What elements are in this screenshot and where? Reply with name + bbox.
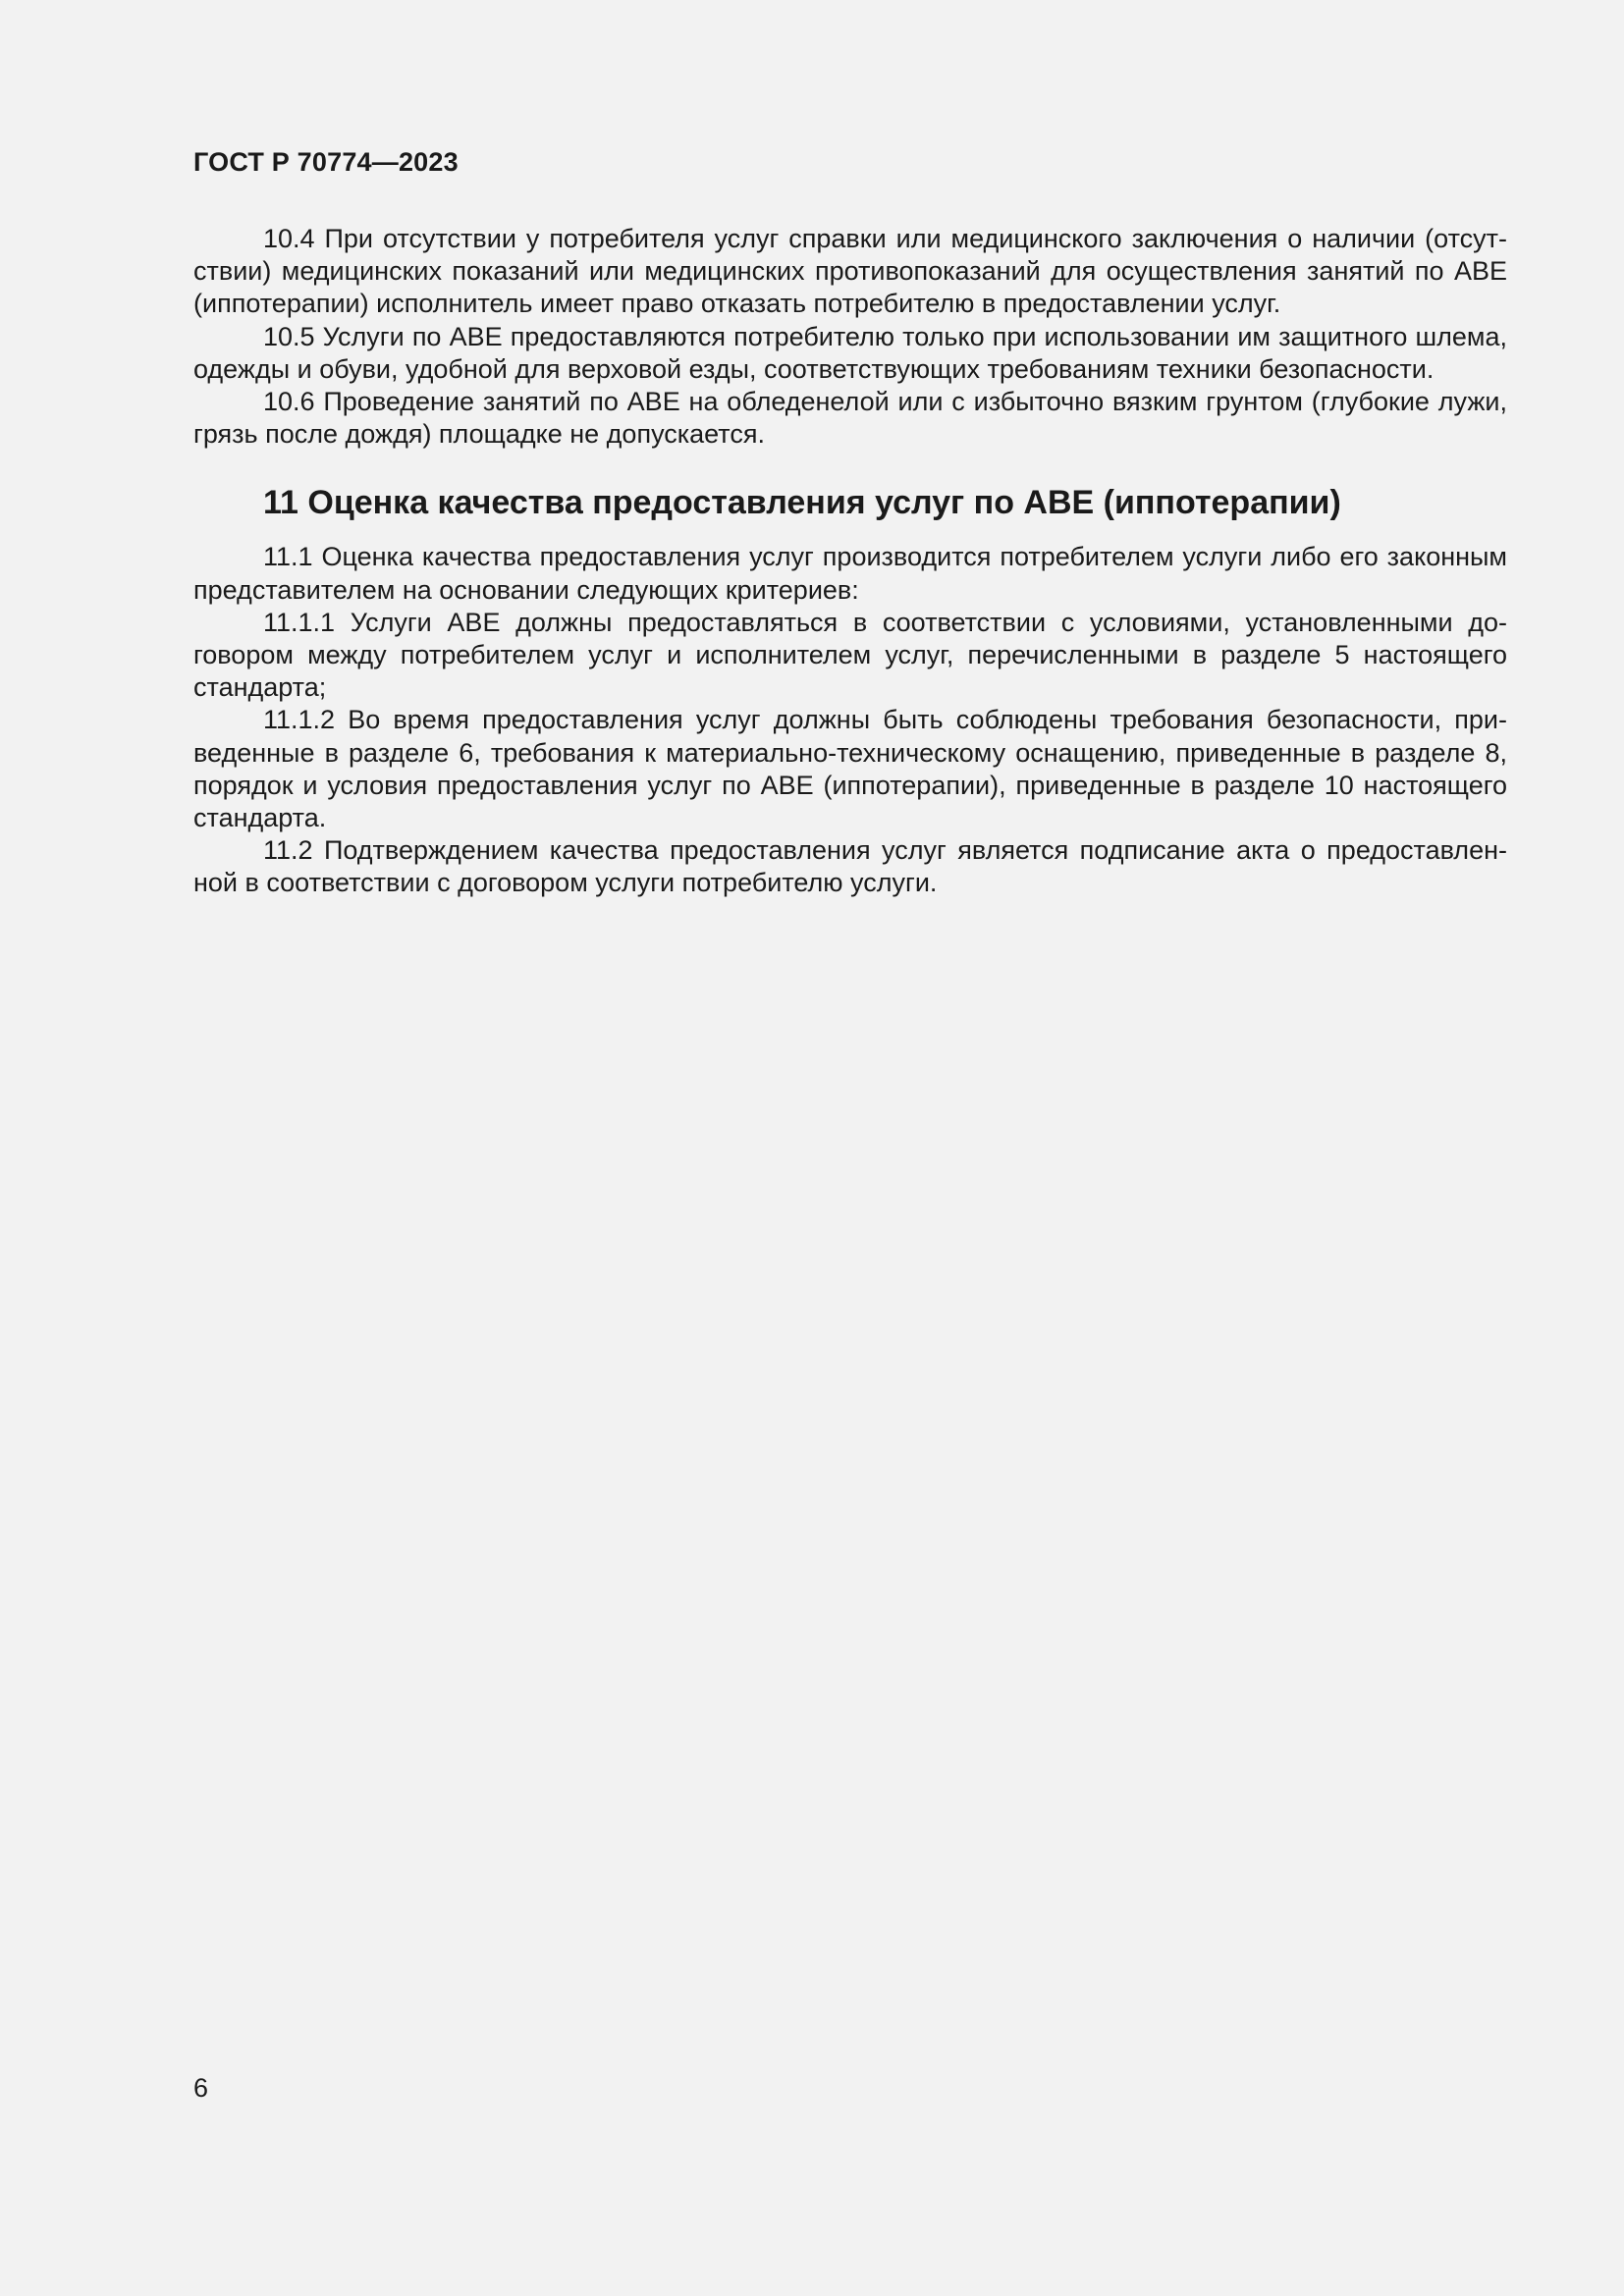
paragraph-10-6: 10.6 Проведение занятий по АВЕ на обледенелой или с избыточно вязким грунтом (глубокие лужи, грязь после дождя) площадке не допускается. — [193, 387, 1507, 450]
document-body — [193, 223, 1507, 900]
section-11-heading: 11 Оценка качества предоставления услуг по АВЕ (иппотерапии) — [263, 484, 1341, 522]
paragraph-10-5: 10.5 Услуги по АВЕ предоставляются потребителю только при использовании им защитного шлема, одежды и обуви, удобной для верховой езды, соответствующих требованиям техники безопасности. — [193, 321, 1507, 384]
document-code-header: ГОСТ Р 70774—2023 — [193, 147, 459, 177]
paragraph-10-4: 10.4 При отсутствии у потребителя услуг справки или медицинского заключения о наличии (отсутствии) медицинских показаний или медицинских противопоказаний для осуществления занятий по АВЕ (иппотерапии) исполнитель имеет право отказать потребителю в предоставлении услуг. — [193, 224, 1507, 319]
paragraph-11-1: 11.1 Оценка качества предоставления услуг производится потребителем услуги либо его законным представителем на основании следующих критериев: — [193, 542, 1507, 605]
page-number: 6 — [193, 2073, 209, 2103]
paragraph-11-1-1: 11.1.1 Услуги АВЕ должны предоставляться в соответствии с условиями, установленными договором между потребителем услуг и исполнителем услуг, перечисленными в разделе 5 настоящего стандарта; — [193, 607, 1507, 703]
paragraph-11-1-2: 11.1.2 Во время предоставления услуг должны быть соблюдены требования безопасности, приведенные в разделе 6, требования к материально-техническому оснащению, приведенные в разделе 8, порядок и условия предоставления услуг по АВЕ (иппотерапии), приведенные в разделе 10 настоящего стандарта. — [193, 705, 1507, 833]
paragraph-11-2: 11.2 Подтверждением качества предоставления услуг является подписание акта о предоставленной в соответствии с договором услуги потребителю услуги. — [193, 835, 1507, 898]
